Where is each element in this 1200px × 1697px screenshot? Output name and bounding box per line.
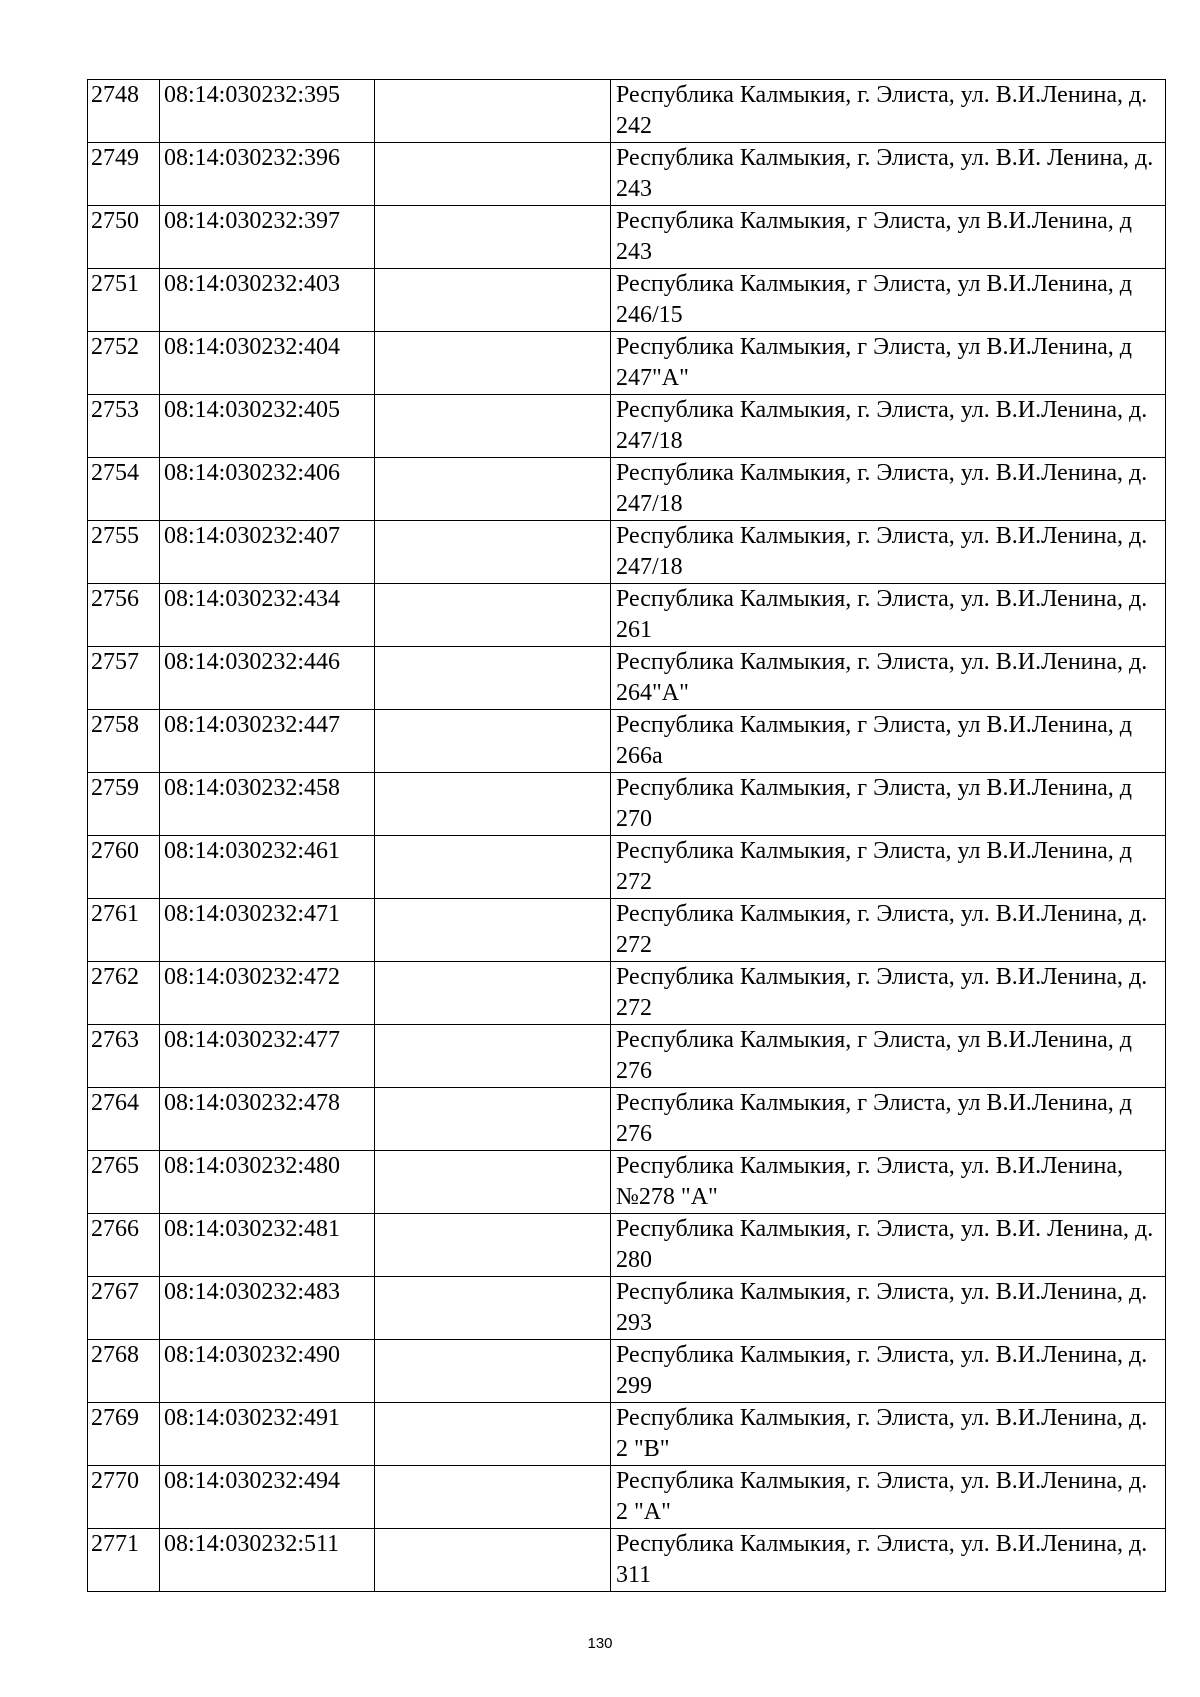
page-number: 130 (587, 1635, 613, 1652)
empty-cell (375, 143, 611, 206)
cadastral-number-cell: 08:14:030232:395 (160, 80, 375, 143)
address-cell: Республика Калмыкия, г. Элиста, ул. В.И.Ленина, д. 2 "В" (611, 1403, 1166, 1466)
empty-cell (375, 1277, 611, 1340)
empty-cell (375, 584, 611, 647)
cadastral-number-cell: 08:14:030232:461 (160, 836, 375, 899)
cadastral-number-cell: 08:14:030232:481 (160, 1214, 375, 1277)
cadastral-number-cell: 08:14:030232:446 (160, 647, 375, 710)
row-number-cell: 2763 (88, 1025, 160, 1088)
cadastral-number-cell: 08:14:030232:471 (160, 899, 375, 962)
cadastral-number-cell: 08:14:030232:477 (160, 1025, 375, 1088)
cadastral-number-cell: 08:14:030232:407 (160, 521, 375, 584)
table-row (88, 647, 1166, 710)
table-row (88, 836, 1166, 899)
row-number-cell: 2770 (88, 1466, 160, 1529)
address-cell: Республика Калмыкия, г. Элиста, ул. В.И.Ленина, д. 272 (611, 899, 1166, 962)
cadastral-number-cell: 08:14:030232:494 (160, 1466, 375, 1529)
address-cell: Республика Калмыкия, г. Элиста, ул. В.И.Ленина, д. 2 "А" (611, 1466, 1166, 1529)
row-number-cell: 2768 (88, 1340, 160, 1403)
row-number-cell: 2771 (88, 1529, 160, 1592)
table-row (88, 1340, 1166, 1403)
row-number-cell: 2753 (88, 395, 160, 458)
row-number-cell: 2767 (88, 1277, 160, 1340)
empty-cell (375, 962, 611, 1025)
empty-cell (375, 1340, 611, 1403)
table-row (88, 332, 1166, 395)
empty-cell (375, 773, 611, 836)
row-number-cell: 2758 (88, 710, 160, 773)
row-number-cell: 2752 (88, 332, 160, 395)
cadastral-number-cell: 08:14:030232:405 (160, 395, 375, 458)
row-number-cell: 2751 (88, 269, 160, 332)
address-cell: Республика Калмыкия, г. Элиста, ул. В.И.Ленина, д. 247/18 (611, 458, 1166, 521)
row-number-cell: 2761 (88, 899, 160, 962)
table-row (88, 1151, 1166, 1214)
cadastral-number-cell: 08:14:030232:511 (160, 1529, 375, 1592)
address-cell: Республика Калмыкия, г Элиста, ул В.И.Ленина, д 276 (611, 1025, 1166, 1088)
cadastral-number-cell: 08:14:030232:406 (160, 458, 375, 521)
row-number-cell: 2765 (88, 1151, 160, 1214)
table-row (88, 1529, 1166, 1592)
cadastral-number-cell: 08:14:030232:396 (160, 143, 375, 206)
cadastral-number-cell: 08:14:030232:480 (160, 1151, 375, 1214)
empty-cell (375, 521, 611, 584)
empty-cell (375, 1151, 611, 1214)
cadastral-number-cell: 08:14:030232:397 (160, 206, 375, 269)
row-number-cell: 2759 (88, 773, 160, 836)
row-number-cell: 2757 (88, 647, 160, 710)
row-number-cell: 2756 (88, 584, 160, 647)
cadastral-number-cell: 08:14:030232:403 (160, 269, 375, 332)
empty-cell (375, 395, 611, 458)
address-cell: Республика Калмыкия, г. Элиста, ул. В.И.Ленина, д. 261 (611, 584, 1166, 647)
address-cell: Республика Калмыкия, г Элиста, ул В.И.Ленина, д 247"А" (611, 332, 1166, 395)
table-row (88, 773, 1166, 836)
row-number-cell: 2749 (88, 143, 160, 206)
empty-cell (375, 647, 611, 710)
table-row (88, 143, 1166, 206)
registry-table-body (88, 80, 1166, 1592)
table-row (88, 458, 1166, 521)
empty-cell (375, 80, 611, 143)
registry-table (87, 79, 1166, 1592)
address-cell: Республика Калмыкия, г Элиста, ул В.И.Ленина, д 276 (611, 1088, 1166, 1151)
table-row (88, 1466, 1166, 1529)
address-cell: Республика Калмыкия, г Элиста, ул В.И.Ленина, д 270 (611, 773, 1166, 836)
table-row (88, 1214, 1166, 1277)
cadastral-number-cell: 08:14:030232:472 (160, 962, 375, 1025)
row-number-cell: 2755 (88, 521, 160, 584)
row-number-cell: 2764 (88, 1088, 160, 1151)
empty-cell (375, 1214, 611, 1277)
empty-cell (375, 1088, 611, 1151)
empty-cell (375, 332, 611, 395)
address-cell: Республика Калмыкия, г. Элиста, ул. В.И.Ленина, д. 247/18 (611, 395, 1166, 458)
address-cell: Республика Калмыкия, г. Элиста, ул. В.И. Ленина, д. 243 (611, 143, 1166, 206)
empty-cell (375, 458, 611, 521)
cadastral-number-cell: 08:14:030232:491 (160, 1403, 375, 1466)
row-number-cell: 2760 (88, 836, 160, 899)
address-cell: Республика Калмыкия, г. Элиста, ул. В.И.Ленина, д. 264"А" (611, 647, 1166, 710)
cadastral-number-cell: 08:14:030232:458 (160, 773, 375, 836)
table-row (88, 962, 1166, 1025)
table-row (88, 1403, 1166, 1466)
table-row (88, 899, 1166, 962)
address-cell: Республика Калмыкия, г Элиста, ул В.И.Ленина, д 243 (611, 206, 1166, 269)
empty-cell (375, 269, 611, 332)
row-number-cell: 2769 (88, 1403, 160, 1466)
address-cell: Республика Калмыкия, г. Элиста, ул. В.И.Ленина, д. 299 (611, 1340, 1166, 1403)
address-cell: Республика Калмыкия, г. Элиста, ул. В.И.Ленина, д. 247/18 (611, 521, 1166, 584)
address-cell: Республика Калмыкия, г Элиста, ул В.И.Ленина, д 246/15 (611, 269, 1166, 332)
cadastral-number-cell: 08:14:030232:483 (160, 1277, 375, 1340)
row-number-cell: 2766 (88, 1214, 160, 1277)
row-number-cell: 2748 (88, 80, 160, 143)
address-cell: Республика Калмыкия, г. Элиста, ул. В.И. Ленина, д. 280 (611, 1214, 1166, 1277)
row-number-cell: 2750 (88, 206, 160, 269)
cadastral-number-cell: 08:14:030232:447 (160, 710, 375, 773)
address-cell: Республика Калмыкия, г Элиста, ул В.И.Ленина, д 272 (611, 836, 1166, 899)
table-row (88, 206, 1166, 269)
address-cell: Республика Калмыкия, г. Элиста, ул. В.И.Ленина, д. 311 (611, 1529, 1166, 1592)
empty-cell (375, 710, 611, 773)
cadastral-number-cell: 08:14:030232:478 (160, 1088, 375, 1151)
table-row (88, 80, 1166, 143)
address-cell: Республика Калмыкия, г. Элиста, ул. В.И.Ленина, д. 293 (611, 1277, 1166, 1340)
table-row (88, 1025, 1166, 1088)
address-cell: Республика Калмыкия, г Элиста, ул В.И.Ленина, д 266а (611, 710, 1166, 773)
table-row (88, 395, 1166, 458)
table-row (88, 1088, 1166, 1151)
table-row (88, 1277, 1166, 1340)
cadastral-number-cell: 08:14:030232:404 (160, 332, 375, 395)
address-cell: Республика Калмыкия, г. Элиста, ул. В.И.Ленина, д. 272 (611, 962, 1166, 1025)
address-cell: Республика Калмыкия, г. Элиста, ул. В.И.Ленина, д. 242 (611, 80, 1166, 143)
empty-cell (375, 206, 611, 269)
empty-cell (375, 836, 611, 899)
empty-cell (375, 1025, 611, 1088)
row-number-cell: 2754 (88, 458, 160, 521)
empty-cell (375, 1529, 611, 1592)
row-number-cell: 2762 (88, 962, 160, 1025)
empty-cell (375, 899, 611, 962)
cadastral-number-cell: 08:14:030232:490 (160, 1340, 375, 1403)
table-row (88, 521, 1166, 584)
empty-cell (375, 1403, 611, 1466)
table-row (88, 584, 1166, 647)
table-row (88, 269, 1166, 332)
empty-cell (375, 1466, 611, 1529)
cadastral-number-cell: 08:14:030232:434 (160, 584, 375, 647)
table-row (88, 710, 1166, 773)
address-cell: Республика Калмыкия, г. Элиста, ул. В.И.Ленина, №278 "А" (611, 1151, 1166, 1214)
